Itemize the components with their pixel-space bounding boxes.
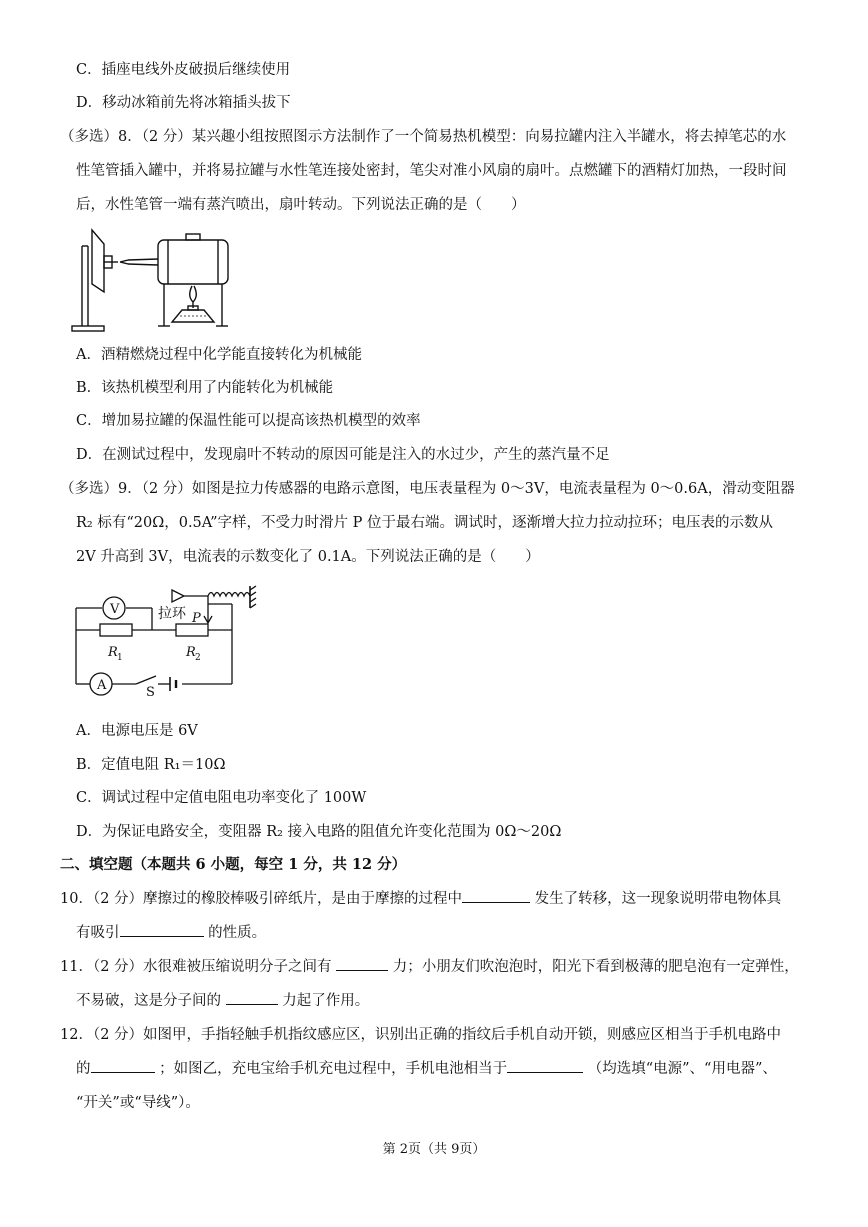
r2-label: R <box>186 645 196 660</box>
q12-blank-2 <box>507 1058 583 1073</box>
heat-engine-figure <box>68 226 248 336</box>
q10-blank-2 <box>120 922 204 937</box>
q12-text-c: ；如图乙，充电宝给手机充电过程中，手机电池相当于 <box>159 1061 508 1077</box>
q10-text-a: 10．（2 分）摩擦过的橡胶棒吸引碎纸片，是由于摩擦的过程中 <box>60 891 463 907</box>
ring-label: 拉环 <box>158 606 186 622</box>
q9-option-a: A．电源电压是 6V <box>76 723 198 739</box>
q12-line2 <box>76 1058 777 1080</box>
q10-text-c: 有吸引 <box>76 925 120 941</box>
ammeter-label: A <box>97 678 107 693</box>
q9-option-b: B．定值电阻 R₁＝10Ω <box>76 757 226 773</box>
q10-text-b: 发生了转移，这一现象说明带电物体具 <box>534 891 782 907</box>
q8-option-a: A．酒精燃烧过程中化学能直接转化为机械能 <box>76 347 362 363</box>
slider-label: P <box>192 611 201 626</box>
r2-subscript: 2 <box>195 653 201 663</box>
q11-line2 <box>76 990 369 1012</box>
q8-stem-line2: 性笔管插入罐中，并将易拉罐与水性笔连接处密封，笔尖对准小风扇的扇叶。点燃罐下的酒精灯加热，一段时间 <box>76 163 787 179</box>
q9-stem-line2: R₂ 标有“20Ω，0.5A”字样，不受力时滑片 P 位于最右端。调试时，逐渐增大拉力拉动拉环；电压表的示数从 <box>76 515 774 531</box>
q11-text-b: 力；小朋友们吹泡泡时，阳光下看到极薄的肥皂泡有一定弹性， <box>392 959 799 975</box>
q7-option-c: C．插座电线外皮破损后继续使用 <box>76 62 291 78</box>
q10-blank-1 <box>462 888 530 903</box>
circuit-diagram <box>66 582 266 698</box>
q8-option-c: C．增加易拉罐的保温性能可以提高该热机模型的效率 <box>76 413 421 429</box>
r1-subscript: 1 <box>117 653 123 663</box>
q9-stem-line3: 2V 升高到 3V，电流表的示数变化了 0.1A。下列说法正确的是（ ） <box>76 549 540 565</box>
q11-text-d: 力起了作用。 <box>282 993 370 1009</box>
q12-line1: 12．（2 分）如图甲，手指轻触手机指纹感应区，识别出正确的指纹后手机自动开锁，则感应区相当于手机电路中 <box>60 1027 782 1043</box>
q9-option-c: C．调试过程中定值电阻电功率变化了 100W <box>76 790 367 806</box>
section-title: 二、填空题（本题共 6 小题，每空 1 分，共 12 分） <box>60 856 407 873</box>
page-footer: 第 2页（共 9页） <box>382 1142 486 1157</box>
q9-stem-line1: （多选）9．（2 分）如图是拉力传感器的电路示意图，电压表量程为 0～3V，电流表量程为 0～0.6A，滑动变阻器 <box>60 481 795 497</box>
q11-text-a: 11．（2 分）水很难被压缩说明分子之间有 <box>60 959 332 975</box>
q12-blank-1 <box>91 1058 155 1073</box>
switch-label: S <box>146 685 155 698</box>
q10-text-d: 的性质。 <box>208 925 267 941</box>
q11-text-c: 不易破，这是分子间的 <box>76 993 221 1009</box>
q11-blank-2 <box>226 990 278 1005</box>
q7-option-d: D．移动冰箱前先将冰箱插头拔下 <box>76 95 291 111</box>
q8-stem-line1: （多选）8．（2 分）某兴趣小组按照图示方法制作了一个简易热机模型：向易拉罐内注入半罐水，将去掉笔芯的水 <box>60 129 787 145</box>
q11-blank-1 <box>336 956 388 971</box>
r1-label: R <box>108 645 118 660</box>
q12-text-d: （均选填“电源”、“用电器”、 <box>587 1061 777 1077</box>
voltmeter-label: V <box>110 602 120 617</box>
q9-option-d: D．为保证电路安全，变阻器 R₂ 接入电路的阻值允许变化范围为 0Ω～20Ω <box>76 824 562 840</box>
q8-option-b: B．该热机模型利用了内能转化为机械能 <box>76 380 334 396</box>
q12-text-b: 的 <box>76 1061 91 1077</box>
q10-line2 <box>76 922 266 944</box>
q11-line1 <box>60 956 799 978</box>
q12-line3: “开关”或“导线”）。 <box>76 1095 200 1111</box>
q8-option-d: D．在测试过程中，发现扇叶不转动的原因可能是注入的水过少，产生的蒸汽量不足 <box>76 447 610 463</box>
q10-line1 <box>60 888 781 910</box>
q8-stem-line3: 后，水性笔管一端有蒸汽喷出，扇叶转动。下列说法正确的是（ ） <box>76 197 526 213</box>
